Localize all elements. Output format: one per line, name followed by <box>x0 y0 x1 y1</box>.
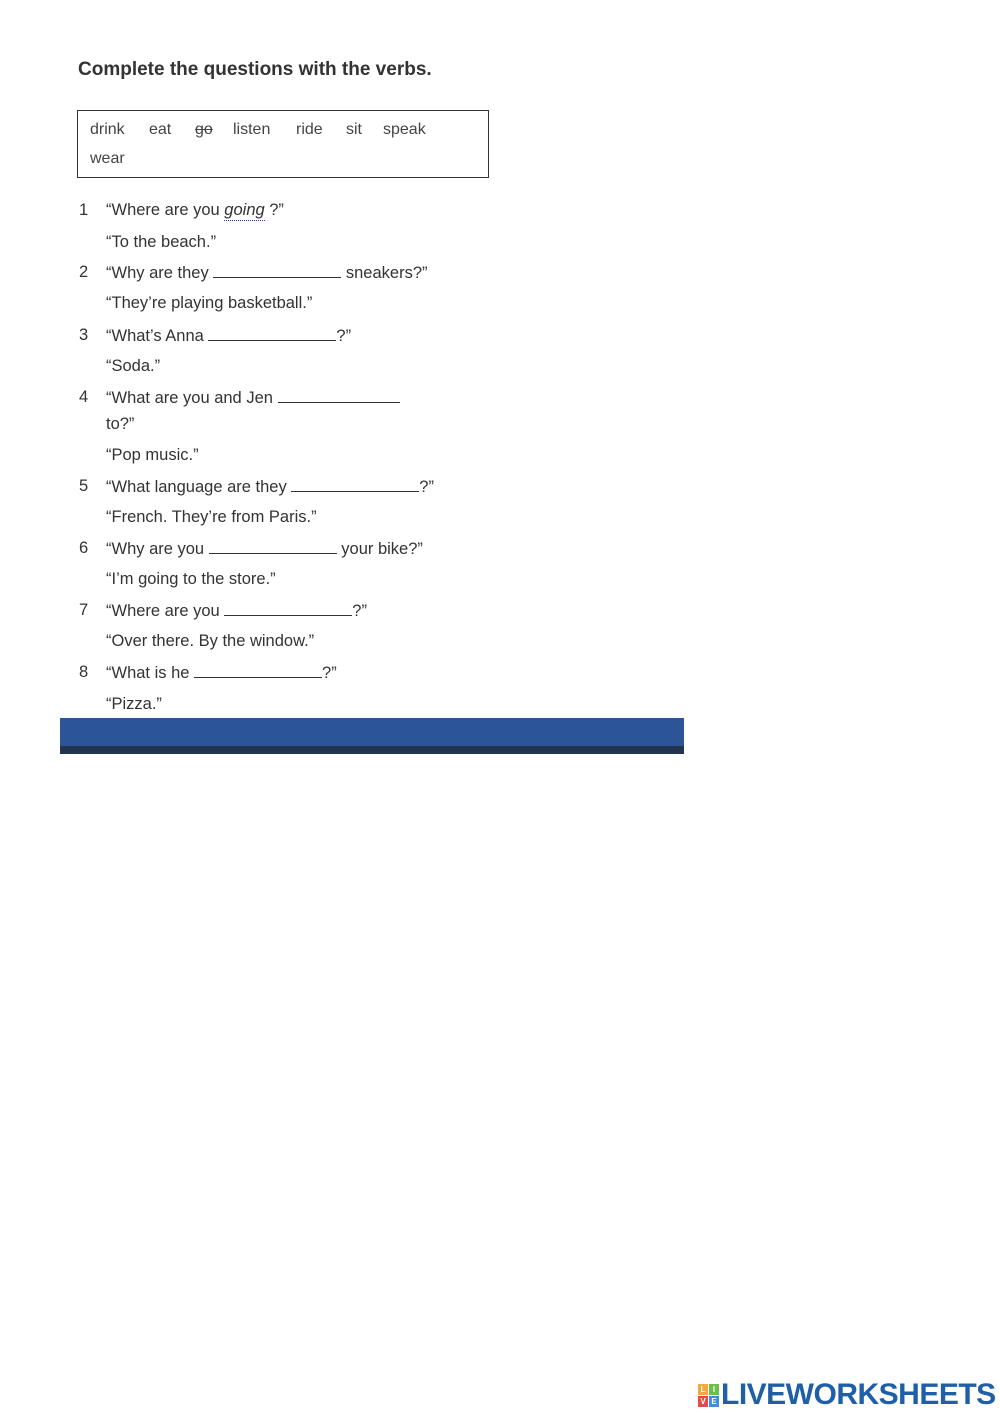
question-end: ?” <box>352 602 367 620</box>
footer-bar-shadow <box>60 746 684 754</box>
question-number: 7 <box>79 601 89 619</box>
question-prompt: “What’s Anna <box>106 327 209 345</box>
question-prompt: “Why are you <box>106 540 209 558</box>
logo-text: LIVEWORKSHEETS <box>721 1378 996 1411</box>
word-bank-item: listen <box>233 121 271 138</box>
word-bank-item-used: go <box>195 121 213 138</box>
answer-blank[interactable] <box>224 601 352 616</box>
question-text <box>106 601 367 621</box>
logo-tile: I <box>709 1384 719 1395</box>
question-number: 5 <box>79 477 89 495</box>
question-prompt: “What are you and Jen <box>106 389 278 407</box>
answer-blank[interactable] <box>291 477 419 492</box>
question-number: 2 <box>79 263 89 281</box>
answer-blank[interactable] <box>213 263 341 278</box>
question-end: ?” <box>322 664 337 682</box>
answer-text: “Over there. By the window.” <box>106 632 315 650</box>
answer-blank[interactable] <box>208 326 336 341</box>
answer-text: “Soda.” <box>106 357 161 375</box>
question-text <box>106 477 434 497</box>
question-number: 8 <box>79 663 89 681</box>
question-number: 1 <box>79 201 89 219</box>
question-end: your bike?” <box>336 540 423 558</box>
word-bank-item: sit <box>346 121 362 138</box>
answer-text: “They’re playing basketball.” <box>106 294 313 312</box>
question-end: sneakers?” <box>341 264 428 282</box>
word-bank-item: drink <box>90 121 125 138</box>
answer-text: “Pop music.” <box>106 446 199 464</box>
logo-tile: E <box>709 1396 719 1407</box>
question-continuation: to?” <box>106 415 135 433</box>
answer-blank[interactable] <box>209 539 337 554</box>
word-bank <box>77 110 489 178</box>
footer-bar <box>60 718 684 748</box>
answer-blank[interactable] <box>278 388 400 403</box>
question-text <box>106 263 428 283</box>
question-end: ?” <box>419 478 434 496</box>
question-prompt: “Why are they <box>106 264 214 282</box>
question-prompt: “Where are you <box>106 201 225 219</box>
word-bank-item: wear <box>90 150 125 167</box>
question-end: ?” <box>264 201 284 219</box>
question-end: ?” <box>336 327 352 345</box>
question-prompt: “What is he <box>106 664 195 682</box>
word-bank-item: ride <box>296 121 323 138</box>
question-prompt: “Where are you <box>106 602 225 620</box>
question-number: 4 <box>79 388 89 406</box>
answer-input[interactable]: going <box>224 201 265 219</box>
answer-text: “To the beach.” <box>106 233 217 251</box>
word-bank-item: speak <box>383 121 426 138</box>
word-bank-item: eat <box>149 121 172 138</box>
question-number: 6 <box>79 539 89 557</box>
exercise-title: Complete the questions with the verbs. <box>78 59 432 80</box>
question-number: 3 <box>79 326 89 344</box>
answer-text: “Pizza.” <box>106 695 162 713</box>
logo-tiles-icon <box>698 1384 719 1407</box>
question-text <box>106 388 400 408</box>
question-text <box>106 539 423 559</box>
logo-tile: L <box>698 1384 708 1395</box>
question-text <box>106 326 351 346</box>
answer-blank[interactable] <box>194 663 322 678</box>
question-prompt: “What language are they <box>106 478 292 496</box>
liveworksheets-logo[interactable] <box>698 1378 996 1412</box>
question-text <box>106 663 337 683</box>
answer-text: “I’m going to the store.” <box>106 570 276 588</box>
question-text <box>106 201 284 221</box>
answer-text: “French. They’re from Paris.” <box>106 508 317 526</box>
logo-tile: V <box>698 1396 708 1407</box>
